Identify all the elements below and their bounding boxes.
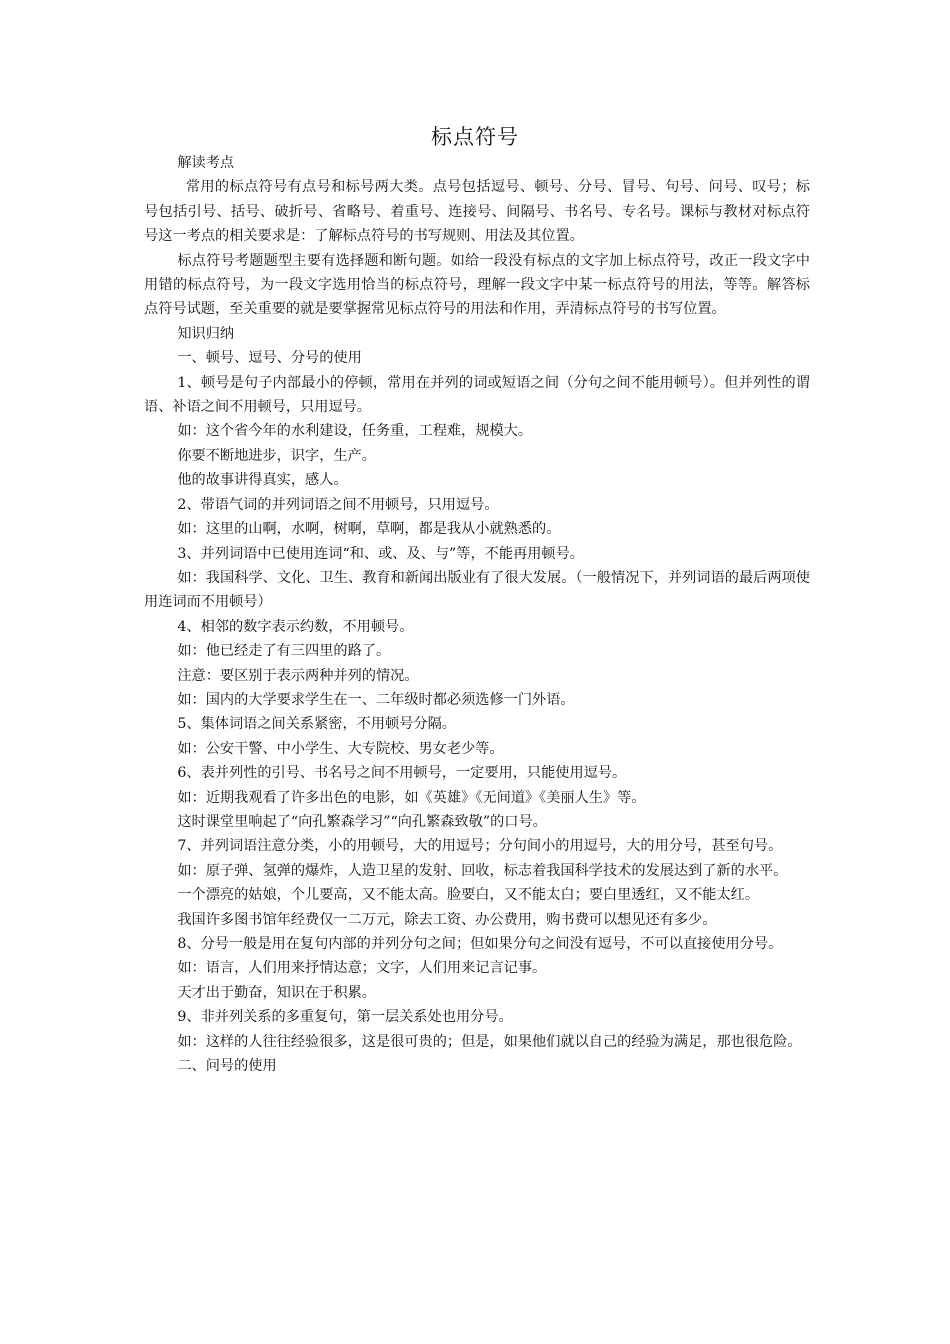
example-line: 如：他已经走了有三四里的路了。 bbox=[177, 643, 391, 660]
rule-paragraph: 9、非并列关系的多重复句，第一层关系处也用分号。 bbox=[177, 1009, 513, 1026]
example-line: 你要不断地进步，识字，生产。 bbox=[177, 447, 376, 464]
section-heading-knowledge: 知识归纳 bbox=[177, 325, 235, 342]
example-line: 如：这里的山啊，水啊，树啊，草啊，都是我从小就熟悉的。 bbox=[177, 521, 561, 538]
example-line: 一个漂亮的姑娘，个儿要高，又不能太高。脸要白，又不能太白；要白里透红，又不能太红。 bbox=[177, 887, 760, 904]
document-title: 标点符号 bbox=[431, 125, 519, 149]
example-line: 如：国内的大学要求学生在一、二年级时都必须选修一门外语。 bbox=[177, 691, 575, 708]
document-body bbox=[144, 151, 810, 1078]
note-line: 注意：要区别于表示两种并列的情况。 bbox=[177, 667, 419, 684]
rule-paragraph: 3、并列词语中已使用连词“和、或、及、与”等，不能再用顿号。 bbox=[177, 545, 584, 562]
body-paragraph: 常用的标点符号有点号和标号两大类。点号包括逗号、顿号、分号、冒号、句号、问号、叹号；标号包括引号、括号、破折号、省略号、着重号、连接号、间隔号、书名号、专名号。课标与教材对标点符号这一考点的相关要求是：了解标点符号的书写规则、用法及其位置。 bbox=[144, 179, 810, 245]
example-line: 如：这个省今年的水利建设，任务重，工程难，规模大。 bbox=[177, 423, 533, 440]
example-line: 如：公安干警、中小学生、大专院校、男女老少等。 bbox=[177, 740, 504, 757]
rule-paragraph: 5、集体词语之间关系紧密，不用顿号分隔。 bbox=[177, 716, 456, 733]
subsection-heading: 一、顿号、逗号、分号的使用 bbox=[177, 350, 362, 367]
example-line: 如：我国科学、文化、卫生、教育和新闻出版业有了很大发展。（一般情况下，并列词语的最后两项使用连词而不用顿号） bbox=[144, 569, 810, 611]
rule-paragraph: 4、相邻的数字表示约数，不用顿号。 bbox=[177, 618, 414, 635]
section-heading-exam-points: 解读考点 bbox=[177, 155, 235, 171]
example-line: 如：这样的人往往经验很多，这是很可贵的；但是，如果他们就以自己的经验为满足，那也很危险。 bbox=[177, 1033, 802, 1050]
rule-paragraph: 2、带语气词的并列词语之间不用顿号，只用逗号。 bbox=[177, 496, 499, 513]
rule-paragraph: 6、表并列性的引号、书名号之间不用顿号，一定要用，只能使用逗号。 bbox=[177, 765, 627, 782]
example-line: 这时课堂里响起了“向孔繁森学习”“向孔繁森致敬”的口号。 bbox=[177, 813, 547, 830]
example-line: 我国许多图书馆年经费仅一二万元，除去工资、办公费用，购书费可以想见还有多少。 bbox=[177, 911, 717, 928]
rule-paragraph: 1、顿号是句子内部最小的停顿，常用在并列的词或短语之间（分句之间不能用顿号）。但并列性的谓语、补语之间不用顿号，只用逗号。 bbox=[144, 374, 810, 416]
rule-paragraph: 7、并列词语注意分类，小的用顿号，大的用逗号；分句间小的用逗号，大的用分号，甚至句号。 bbox=[177, 838, 783, 855]
example-line: 如：近期我观看了许多出色的电影，如《英雄》《无间道》《美丽人生》等。 bbox=[177, 789, 646, 806]
example-line: 他的故事讲得真实，感人。 bbox=[177, 472, 348, 489]
example-line: 如：原子弹、氢弹的爆炸，人造卫星的发射、回收，标志着我国科学技术的发展达到了新的水平。 bbox=[177, 862, 788, 879]
rule-paragraph: 8、分号一般是用在复句内部的并列分句之间；但如果分句之间没有逗号，不可以直接使用分号。 bbox=[177, 936, 783, 952]
example-line: 天才出于勤奋，知识在于积累。 bbox=[177, 984, 376, 1001]
example-line: 如：语言，人们用来抒情达意；文字，人们用来记言记事。 bbox=[177, 960, 547, 977]
body-paragraph: 标点符号考题题型主要有选择题和断句题。如给一段没有标点的文字加上标点符号，改正一段文字中用错的标点符号，为一段文字选用恰当的标点符号，理解一段文字中某一标点符号的用法，等等。解答标点符号试题，至关重要的就是要掌握常见标点符号的用法和作用，弄清标点符号的书写位置。 bbox=[144, 252, 810, 318]
subsection-heading: 二、问号的使用 bbox=[177, 1058, 277, 1075]
